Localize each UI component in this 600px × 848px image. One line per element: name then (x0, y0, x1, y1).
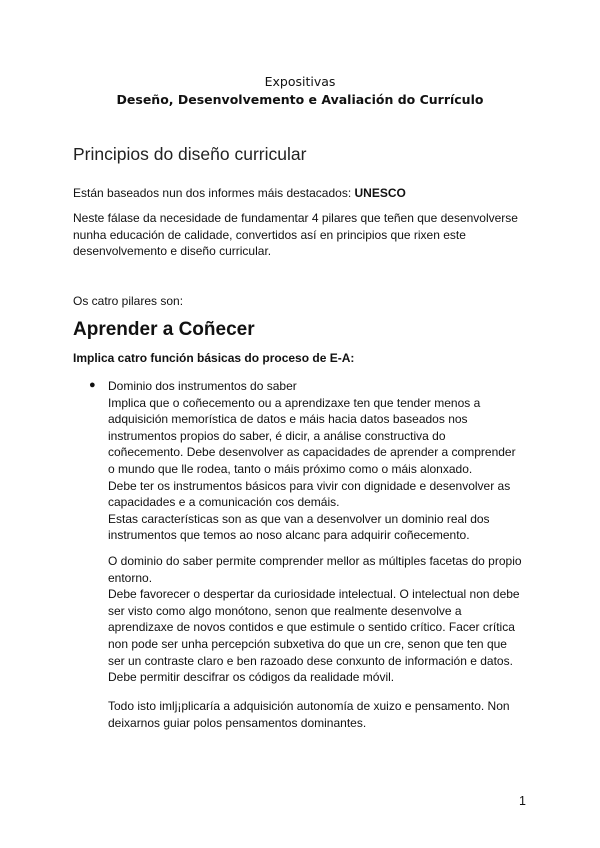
text-line: Dominio dos instrumentos do saber (108, 379, 297, 393)
text-line: ser un contraste claro e ben razoado dese conxunto de información e datos. (108, 653, 513, 668)
pillar-title: Aprender a Coñecer (73, 319, 255, 340)
bullet-item-block-3 (108, 698, 533, 731)
text-line: entorno. (108, 570, 153, 585)
text-line: Debe permitir descifrar os códigos da realidade móvil. (108, 670, 395, 685)
paragraph-unesco (73, 185, 533, 202)
text-line: O dominio do saber permite comprender mellor as múltiples facetas do propio (108, 554, 522, 568)
text-line: Debe favorecer o despertar da curiosidade intelectual. O intelectual non debe (108, 587, 520, 602)
text-line: coñecemento. Debe desenvolver as capacidades de aprender a comprender (108, 445, 516, 460)
bullet-item-block-1 (108, 378, 533, 544)
text-line: adquisición memorística de datos e máis hacia datos baseados nos (108, 412, 468, 427)
paragraph-four-pillars: Os catro pilares son: (73, 294, 184, 308)
text-line: Todo isto imlj¡plicaría a adquisición autonomía de xuizo e pensamento. Non (108, 699, 510, 713)
text-line: Estas características son as que van a desenvolver un dominio real dos (108, 511, 490, 526)
paragraph-unesco-text: Están baseados nun dos informes máis destacados: (73, 186, 355, 200)
header-title: Deseño, Desenvolvemento e Avaliación do Currículo (116, 92, 484, 107)
paragraph-pillars-intro (73, 210, 533, 260)
text-line: instrumentos que temos ao noso alcanc para adquirir coñecemento. (108, 528, 470, 543)
paragraph-line: desenvolvemento e diseño curricular. (73, 244, 272, 259)
subheading: Implica catro función básicas do proceso de E-A: (73, 351, 355, 365)
bullet-item-block-2 (108, 553, 533, 686)
header-category: Expositivas (264, 74, 336, 89)
text-line: Debe ter os instrumentos básicos para vivir con dignidade e desenvolver as (108, 478, 511, 493)
text-line: Implica que o coñecemento ou a aprendizaxe ten que tender menos a (108, 395, 481, 410)
text-line: instrumentos propios do saber, é dicir, a análise constructiva do (108, 428, 446, 443)
paragraph-unesco-bold: UNESCO (354, 186, 406, 200)
page-number: 1 (519, 794, 526, 808)
text-line: aprendizaxe de novos contidos e que estimule o sentido crítico. Facer crítica (108, 620, 515, 635)
paragraph-line: Neste fálase da necesidade de fundamentar 4 pilares que teñen que desenvolverse (73, 211, 518, 225)
text-line: capacidades e a comunicación cos demáis. (108, 495, 340, 510)
text-line: ser visto como algo monótono, senon que realmente desenvolve a (108, 603, 462, 618)
paragraph-line: nunha educación de calidade, convertidos así en principios que rixen este (73, 227, 466, 242)
text-line: non pode ser unha percepción subxetiva do que un cre, senon que ten que (108, 636, 507, 651)
document-header (0, 73, 600, 109)
bullet-icon: ● (89, 379, 96, 391)
text-line: deixarnos guiar polos pensamentos dominantes. (108, 715, 367, 730)
text-line: o mundo que lle rodea, tanto o máis próximo como o máis alonxado. (108, 461, 473, 476)
section-title: Principios do diseño curricular (73, 144, 307, 164)
